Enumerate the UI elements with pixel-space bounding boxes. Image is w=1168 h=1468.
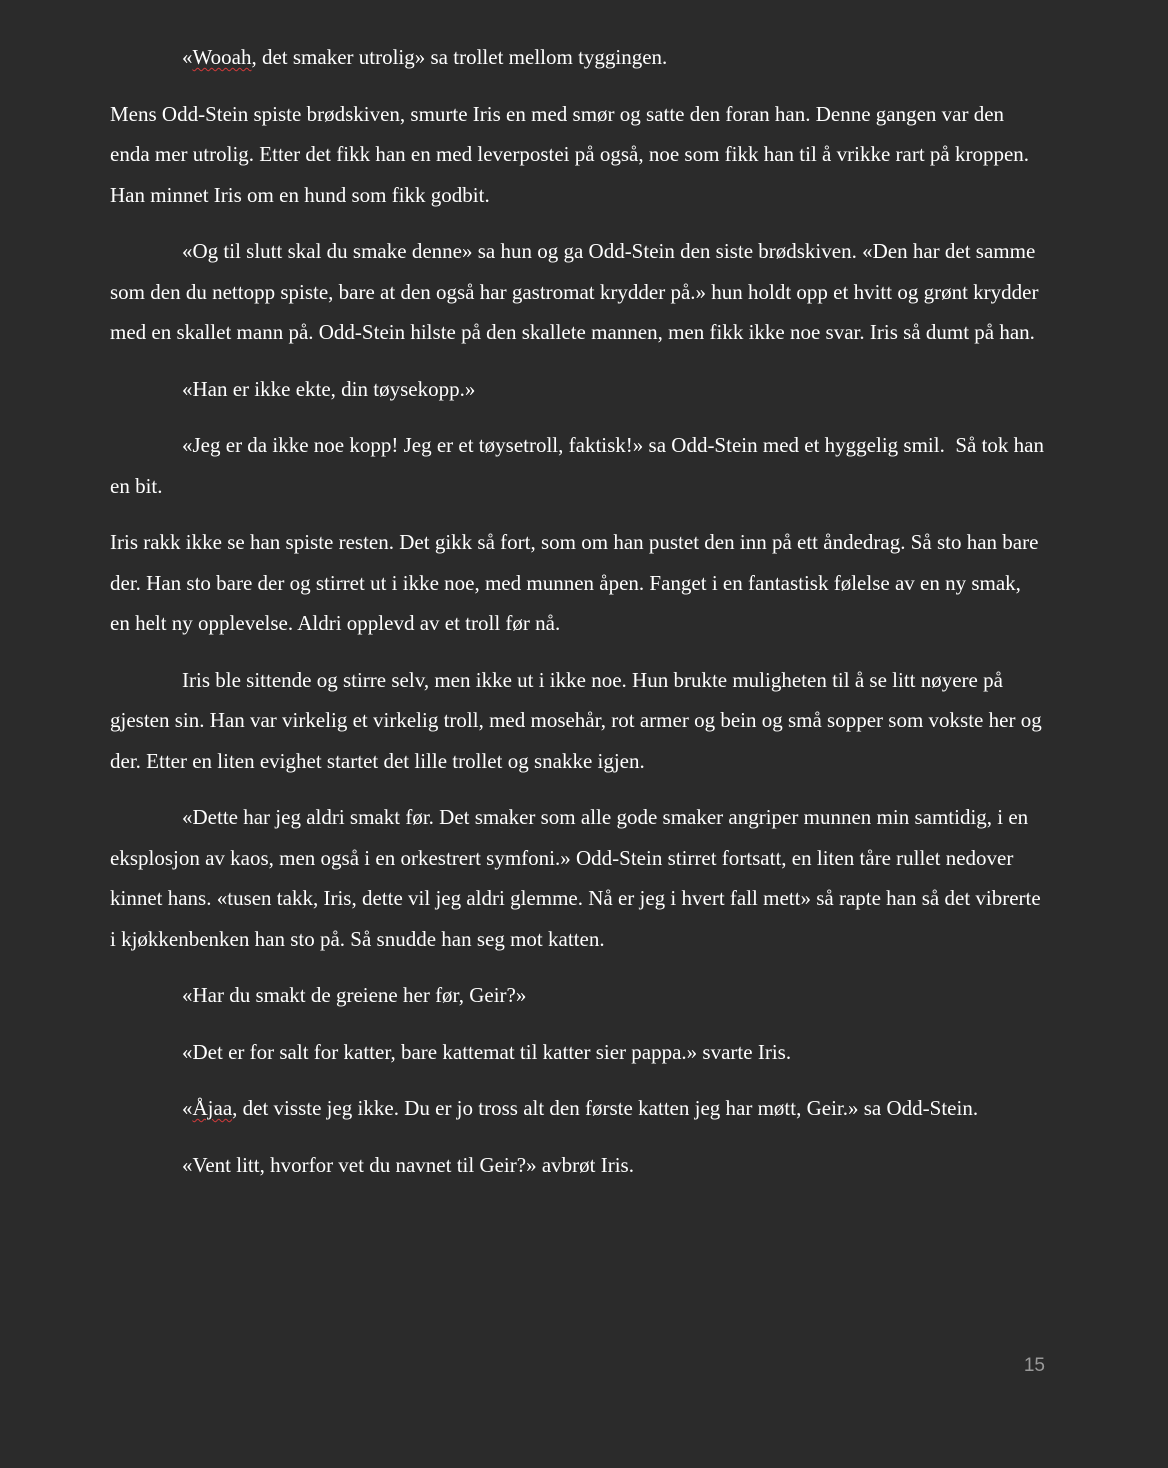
spellcheck-flagged-word: Wooah — [192, 45, 252, 69]
paragraph — [110, 522, 1045, 644]
paragraph — [110, 1088, 1045, 1129]
paragraph — [110, 797, 1045, 959]
text-run: «Og til slutt skal du smake denne» sa hun og ga Odd-Stein den siste brødskiven. «Den har det samme som den du nettopp spiste, bare at den også har gastromat krydder på.» hun holdt opp et hvitt og grønt krydder med en skallet mann på. Odd-Stein hilste på den skallete mannen, men fikk ikke noe svar. Iris så dumt på han. — [110, 239, 1039, 344]
paragraph — [110, 369, 1045, 410]
text-run: Iris rakk ikke se han spiste resten. Det gikk så fort, som om han pustet den inn på ett åndedrag. Så sto han bare der. Han sto bare der og stirret ut i ikke noe, med munnen åpen. Fanget i en fantastisk følelse av en ny smak, en helt ny opplevelse. Aldri opplevd av et troll før nå. — [110, 530, 1039, 635]
paragraph — [110, 1145, 1045, 1186]
text-run: « — [182, 1096, 193, 1120]
text-run: «Dette har jeg aldri smakt før. Det smaker som alle gode smaker angriper munnen min samtidig, i en eksplosjon av kaos, men også i en orkestrert symfoni.» Odd-Stein stirret fortsatt, en liten tåre rullet nedover kinnet hans. «tusen takk, Iris, dette vil jeg aldri glemme. Nå er jeg i hvert fall mett» så rapte han så det vibrerte i kjøkkenbenken han sto på. Så snudde han seg mot katten. — [110, 805, 1041, 951]
text-run: «Han er ikke ekte, din tøysekopp.» — [182, 376, 476, 401]
page-number: 15 — [1023, 1355, 1045, 1376]
text-run: «Det er for salt for katter, bare kattemat til katter sier pappa.» svarte Iris. — [182, 1039, 792, 1064]
text-run: «Vent litt, hvorfor vet du navnet til Geir?» avbrøt Iris. — [182, 1152, 634, 1177]
paragraph — [110, 975, 1045, 1016]
text-run: , det smaker utrolig» sa trollet mellom tyggingen. — [251, 45, 668, 69]
text-run: «Har du smakt de greiene her før, Geir?» — [182, 983, 527, 1007]
paragraph — [110, 1032, 1045, 1073]
spellcheck-flagged-word: Åjaa — [192, 1096, 233, 1120]
text-run: « — [182, 45, 193, 69]
paragraph — [110, 660, 1045, 782]
paragraph — [110, 425, 1045, 506]
document-body — [110, 37, 1045, 1185]
text-run: Mens Odd-Stein spiste brødskiven, smurte Iris en med smør og satte den foran han. Denne gangen var den enda mer utrolig. Etter det fikk han en med leverpostei på også, noe som fikk han til å vrikke rart på kroppen. Han minnet Iris om en hund som fikk godbit. — [110, 101, 1030, 207]
text-run: «Jeg er da ikke noe kopp! Jeg er et tøysetroll, faktisk!» sa Odd-Stein med et hyggelig smil. Så tok han en bit. — [110, 433, 1044, 498]
text-run: , det visste jeg ikke. Du er jo tross alt den første katten jeg har møtt, Geir.» sa Odd-Stein. — [232, 1096, 979, 1120]
text-run: Iris ble sittende og stirre selv, men ikke ut i ikke noe. Hun brukte muligheten til å se litt nøyere på gjesten sin. Han var virkelig et virkelig troll, med mosehår, rot armer og bein og små sopper som vokste her og der. Etter en liten evighet startet det lille trollet og snakke igjen. — [110, 667, 1042, 773]
document-page — [110, 37, 1045, 1201]
paragraph — [110, 37, 1045, 78]
paragraph — [110, 94, 1045, 216]
paragraph — [110, 231, 1045, 353]
